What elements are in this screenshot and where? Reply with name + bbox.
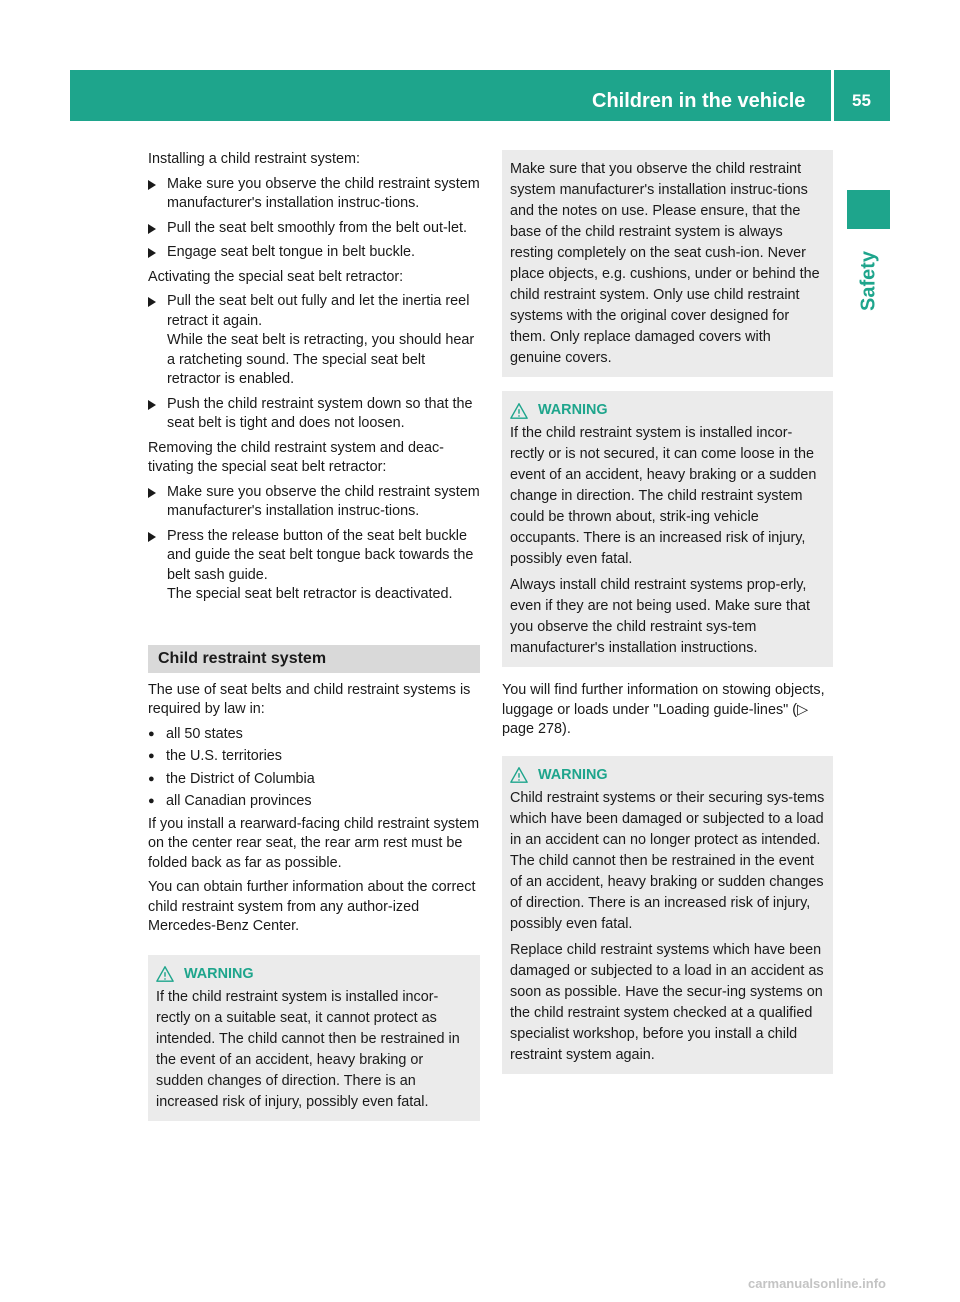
warning-text: Child restraint systems or their securing sys-tems which have been damaged or subjected to a load in an accident can no longer protect as intended. The child cannot then be restrained in the event of an accident, heavy braking or sudden changes of direction. There is an increased risk of injury, possibly even fatal. xyxy=(510,789,825,932)
bullet-icon: ● xyxy=(148,795,155,807)
step-arrow-icon xyxy=(148,180,156,190)
page-reference[interactable]: page 278). xyxy=(502,721,571,737)
warning-triangle-icon xyxy=(510,766,528,784)
warning-box xyxy=(502,756,833,1074)
list-item xyxy=(148,725,480,745)
info-text: You can obtain further information about the correct child restraint system from any author-ized Mercedes-Benz Center. xyxy=(148,879,476,934)
left-column xyxy=(148,150,480,1121)
warning-label: WARNING xyxy=(538,766,608,783)
warning-label: WARNING xyxy=(184,965,254,982)
step-text: Pull the seat belt out fully and let the inertia reel retract it again. xyxy=(167,293,470,329)
warning-text: Replace child restraint systems which have been damaged or subjected to a load in an accident as soon as possible. Have the secur-ing systems on the child restraint system checked at a qualified specialist workshop, before you install a child restraint system again. xyxy=(510,941,824,1063)
remove-intro: Removing the child restraint system and deac-tivating the special seat belt retractor: xyxy=(148,439,444,475)
law-intro: The use of seat belts and child restraint systems is required by law in: xyxy=(148,681,471,717)
step-arrow-icon xyxy=(148,532,156,542)
step-arrow-icon xyxy=(148,224,156,234)
step-text: Make sure you observe the child restraint system manufacturer's installation instruc-tions. xyxy=(167,175,480,211)
list-item-text: all Canadian provinces xyxy=(166,793,312,809)
step-item xyxy=(148,219,480,239)
bullet-icon: ● xyxy=(148,727,155,740)
install-intro: Installing a child restraint system: xyxy=(148,151,360,167)
warning-text: If the child restraint system is installed incor-rectly or is not secured, it can come loose in the event of an accident, heavy braking or a sudden change in direction. The child restraint system could be thrown about, strik-ing vehicle occupants. There is an increased risk of injury, possibly even fatal. xyxy=(510,425,817,567)
chapter-title: Children in the vehicle xyxy=(592,90,806,112)
warning-triangle-icon xyxy=(156,965,174,983)
watermark: carmanualsonline.info xyxy=(748,1276,886,1291)
list-item xyxy=(148,792,480,812)
warning-heading xyxy=(510,765,825,786)
step-text: Press the release button of the seat belt buckle and guide the seat belt tongue back towards the belt sash guide. xyxy=(167,527,474,583)
step-arrow-icon xyxy=(148,400,156,410)
step-arrow-icon xyxy=(148,248,156,258)
warning-heading xyxy=(510,400,825,421)
list-item-text: the District of Columbia xyxy=(166,770,315,787)
step-item xyxy=(148,243,480,263)
warning-heading xyxy=(156,964,472,985)
step-result: While the seat belt is retracting, you should hear a ratcheting sound. The special seat belt retractor is enabled. xyxy=(167,332,475,387)
step-text: Pull the seat belt smoothly from the belt out-let. xyxy=(167,219,467,236)
step-result: The special seat belt retractor is deactivated. xyxy=(167,586,453,602)
list-item xyxy=(148,747,480,767)
warning-triangle-icon xyxy=(510,402,528,420)
list-item-text: the U.S. territories xyxy=(166,748,282,764)
step-text: Push the child restraint system down so that the seat belt is tight and does not loosen. xyxy=(167,395,473,431)
header-divider xyxy=(831,70,834,121)
warning-box xyxy=(502,391,833,667)
page-ref-arrow-icon: ▷ xyxy=(797,701,809,718)
stowing-text-start: You will find further information on stowing objects, luggage or loads under "Loading guide-lines" ( xyxy=(502,682,825,718)
note-box xyxy=(502,150,833,377)
right-column xyxy=(502,150,833,1074)
activate-intro: Activating the special seat belt retractor: xyxy=(148,268,404,285)
rearward-text: If you install a rearward-facing child restraint system on the center rear seat, the rear arm rest must be folded back as far as possible. xyxy=(148,815,480,871)
bullet-icon: ● xyxy=(148,750,155,762)
step-text: Make sure you observe the child restraint system manufacturer's installation instruc-tions. xyxy=(167,483,480,519)
stowing-text xyxy=(502,681,833,740)
step-text: Engage seat belt tongue in belt buckle. xyxy=(167,244,416,260)
step-item xyxy=(148,175,480,214)
step-arrow-icon xyxy=(148,488,156,498)
bullet-icon: ● xyxy=(148,772,155,785)
step-item xyxy=(148,483,480,522)
step-item xyxy=(148,292,480,390)
step-arrow-icon xyxy=(148,297,156,307)
note-text: Make sure that you observe the child restraint system manufacturer's installation instruc-tions and the notes on use. Please ensure, that the base of the child restraint system is always resting completely on the seat cush-ion. Never place objects, e.g. cushions, under or behind the child restraint system. Only use child restraint systems with the original cover designed for them. Only replace damaged covers with genuine covers. xyxy=(510,161,820,366)
step-item xyxy=(148,527,480,605)
page-number: 55 xyxy=(852,91,871,110)
warning-box xyxy=(148,955,480,1121)
warning-text: Always install child restraint systems prop-erly, even if they are not being used. Make sure that you observe the child restraint sys-tem manufacturer's installation instructions. xyxy=(510,577,810,656)
section-tab xyxy=(847,190,890,229)
list-item xyxy=(148,770,480,790)
list-item-text: all 50 states xyxy=(166,725,243,742)
warning-label: WARNING xyxy=(538,402,608,418)
side-section-label: Safety xyxy=(857,250,879,312)
warning-text: If the child restraint system is installed incor-rectly on a suitable seat, it cannot protect as intended. The child cannot then be restrained in the event of an accident, heavy braking or sudden changes of direction. There is an increased risk of injury, possibly even fatal. xyxy=(156,988,460,1110)
section-heading: Child restraint system xyxy=(148,645,480,673)
step-item xyxy=(148,395,480,434)
